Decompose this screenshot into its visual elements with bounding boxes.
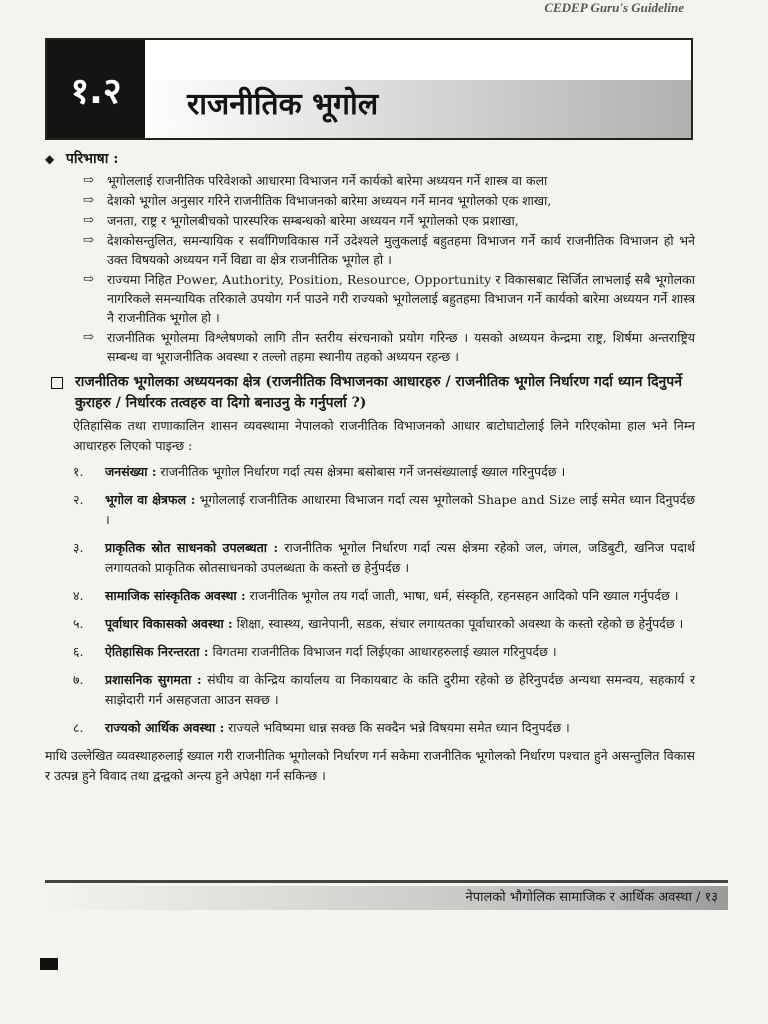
diamond-bullet-icon: ◆ — [45, 152, 55, 166]
chapter-title: राजनीतिक भूगोल — [187, 87, 379, 122]
definition-item — [83, 328, 695, 366]
definition-item — [83, 231, 695, 269]
definition-item — [83, 211, 695, 230]
conclusion-paragraph: माथि उल्लेखित व्यवस्थाहरुलाई ख्याल गरी राजनीतिक भूगोलको निर्धारण गर्न सकेमा राजनीतिक भूगोलको निर्धारण पश्चात हुने असन्तुलित विकास र उत्पन्न हुने विवाद तथा द्वन्द्वको अन्त्य हुने अपेक्षा गर्न सकिन्छ । — [45, 748, 695, 783]
factor-number: ६. — [73, 644, 84, 659]
factor-number: ४. — [73, 588, 84, 603]
arrow-bullet-icon: ⇨ — [83, 272, 94, 287]
chapter-number: १.२ — [47, 40, 145, 138]
factor-title: सामाजिक सांस्कृतिक अवस्था : — [105, 588, 246, 603]
factor-title: प्राकृतिक स्रोत साधनको उपलब्धता : — [105, 540, 279, 555]
arrow-bullet-icon: ⇨ — [83, 193, 94, 208]
arrow-bullet-icon: ⇨ — [83, 213, 94, 228]
factor-text: राज्यले भविष्यमा धान्न सक्छ कि सक्दैन भन्ने विषयमा समेत ध्यान दिनुपर्दछ । — [224, 720, 570, 735]
footer-rule — [45, 880, 728, 883]
factor-number: ३. — [73, 540, 84, 555]
factor-text: राजनीतिक भूगोल निर्धारण गर्दा त्यस क्षेत्रमा रहेको जल, जंगल, जडिबुटी, खनिज पदार्थ लगायतको प्राकृतिक स्रोतसाधनको उपलब्धता के कस्तो छ हेर्नुपर्दछ । — [105, 540, 695, 575]
definition-item — [83, 191, 695, 210]
checkbox-square-icon — [51, 377, 63, 389]
page-footer: नेपालको भौगोलिक सामाजिक र आर्थिक अवस्था / १३ — [45, 886, 728, 910]
factor-text: भूगोललाई राजनीतिक आधारमा विभाजन गर्दा त्यस भूगोलको Shape and Size लाई समेत ध्यान दिनुपर्दछ । — [105, 492, 695, 527]
factor-title: राज्यको आर्थिक अवस्था : — [105, 720, 225, 735]
arrow-bullet-icon: ⇨ — [83, 330, 94, 345]
definition-item-text: भूगोललाई राजनीतिक परिवेशको आधारमा विभाजन गर्ने कार्यको बारेमा अध्ययन गर्ने शास्त्र वा कला — [107, 173, 548, 188]
definition-list — [45, 171, 695, 366]
corner-mark — [40, 958, 58, 970]
factor-item — [73, 670, 695, 710]
factor-number: ५. — [73, 616, 84, 631]
factor-number: २. — [73, 492, 84, 507]
factor-item — [73, 718, 695, 738]
chapter-banner — [45, 38, 693, 140]
factor-number: १. — [73, 464, 84, 479]
factor-text: राजनीतिक भूगोल तय गर्दा जाती, भाषा, धर्म, संस्कृति, रहनसहन आदिको पनि ख्याल गर्नुपर्दछ । — [245, 588, 679, 603]
factor-item — [73, 462, 695, 482]
factor-text: विगतमा राजनीतिक विभाजन गर्दा लिईएका आधारहरुलाई ख्याल गरिनुपर्दछ । — [208, 644, 557, 659]
definition-heading — [45, 150, 695, 169]
factor-item — [73, 538, 695, 578]
factor-item — [73, 642, 695, 662]
definition-item — [83, 270, 695, 327]
definition-item-text: देशकोसन्तुलित, समन्यायिक र सर्वांगिणविकास गर्ने उदेश्यले मुलुकलाई बहुतहमा विभाजन गर्ने कार्य राजनीतिक विभाजन हो भने उक्त विषयको अध्ययन गर्ने विद्या वा क्षेत्र राजनीतिक भूगोल हो । — [107, 233, 695, 267]
factor-number: ८. — [73, 720, 84, 735]
factor-item — [73, 614, 695, 634]
factor-title: पूर्वाधार विकासको अवस्था : — [105, 616, 233, 631]
factor-title: भूगोल वा क्षेत्रफल : — [105, 492, 196, 507]
section-question-text: राजनीतिक भूगोलका अध्ययनका क्षेत्र (राजनीतिक विभाजनका आधारहरु / राजनीतिक भूगोल निर्धारण गर्दा ध्यान दिनुपर्ने कुराहरु / निर्धारक तत्वहरु वा दिगो बनाउनु के गर्नुपर्ला ?) — [75, 374, 682, 411]
definition-item-text: राज्यमा निहित Power, Authority, Position, Resource, Opportunity र विकासबाट सिर्जित लाभलाई सबै भूगोलका नागरिकले समन्यायिक तरिकाले उपयोग गर्न पाउने गरी राज्यको भूगोललाई बहुतहमा विभाजन गर्ने कार्यको बारेमा अध्ययन गर्ने शास्त्र नै राजनीतिक भूगोल हो । — [107, 272, 695, 325]
definition-item — [83, 171, 695, 190]
factor-item — [73, 490, 695, 530]
factor-text: संघीय वा केन्द्रिय कार्यालय वा निकायबाट के कति दुरीमा रहेको छ हेरिनुपर्दछ अन्यथा समन्वय, सहकार्य र साझेदारी गर्न असहजता आउन सक्छ । — [105, 672, 695, 707]
factor-text: शिक्षा, स्वास्थ्य, खानेपानी, सडक, संचार लगायतका पूर्वाधारको अवस्था के कस्तो रहेको छ हेर्नुपर्दछ । — [232, 616, 684, 631]
section-intro: ऐतिहासिक तथा राणाकालिन शासन व्यवस्थामा नेपालको राजनीतिक विभाजनको आधार बाटोघाटोलाई लिने गरिएकोमा हाल भने निम्न आधारहरु लिएको पाइन्छ : — [73, 418, 695, 453]
factor-item — [73, 586, 695, 606]
factor-list — [45, 462, 695, 738]
definition-item-text: देशको भूगोल अनुसार गरिने राजनीतिक विभाजनको बारेमा अध्ययन गर्ने मानव भूगोलको एक शाखा, — [107, 193, 552, 208]
factor-title: ऐतिहासिक निरन्तरता : — [105, 644, 209, 659]
definition-heading-text: परिभाषा : — [65, 151, 119, 167]
page-content — [45, 150, 695, 786]
factor-title: प्रशासनिक सुगमता : — [105, 672, 202, 687]
running-header: CEDEP Guru's Guideline — [544, 0, 684, 15]
factor-text: राजनीतिक भूगोल निर्धारण गर्दा त्यस क्षेत्रमा बसोबास गर्ने जनसंख्यालाई ख्याल गरिनुपर्दछ । — [156, 464, 566, 479]
factor-number: ७. — [73, 672, 84, 687]
definition-item-text: राजनीतिक भूगोलमा विश्लेषणको लागि तीन स्तरीय संरचनाको प्रयोग गरिन्छ । यसको अध्ययन केन्द्रमा राष्ट्र, शिर्षमा अन्तराष्ट्रिय सम्बन्ध वा भूराजनीतिक अवस्था र तल्लो तहमा स्थानीय तहको अध्ययन रहन्छ । — [107, 330, 695, 364]
arrow-bullet-icon: ⇨ — [83, 233, 94, 248]
arrow-bullet-icon: ⇨ — [83, 173, 94, 188]
factor-title: जनसंख्या : — [105, 464, 157, 479]
definition-item-text: जनता, राष्ट्र र भूगोलबीचको पारस्परिक सम्बन्धको बारेमा अध्ययन गर्ने भूगोलको एक प्रशाखा, — [107, 213, 519, 228]
section-question — [45, 372, 695, 414]
